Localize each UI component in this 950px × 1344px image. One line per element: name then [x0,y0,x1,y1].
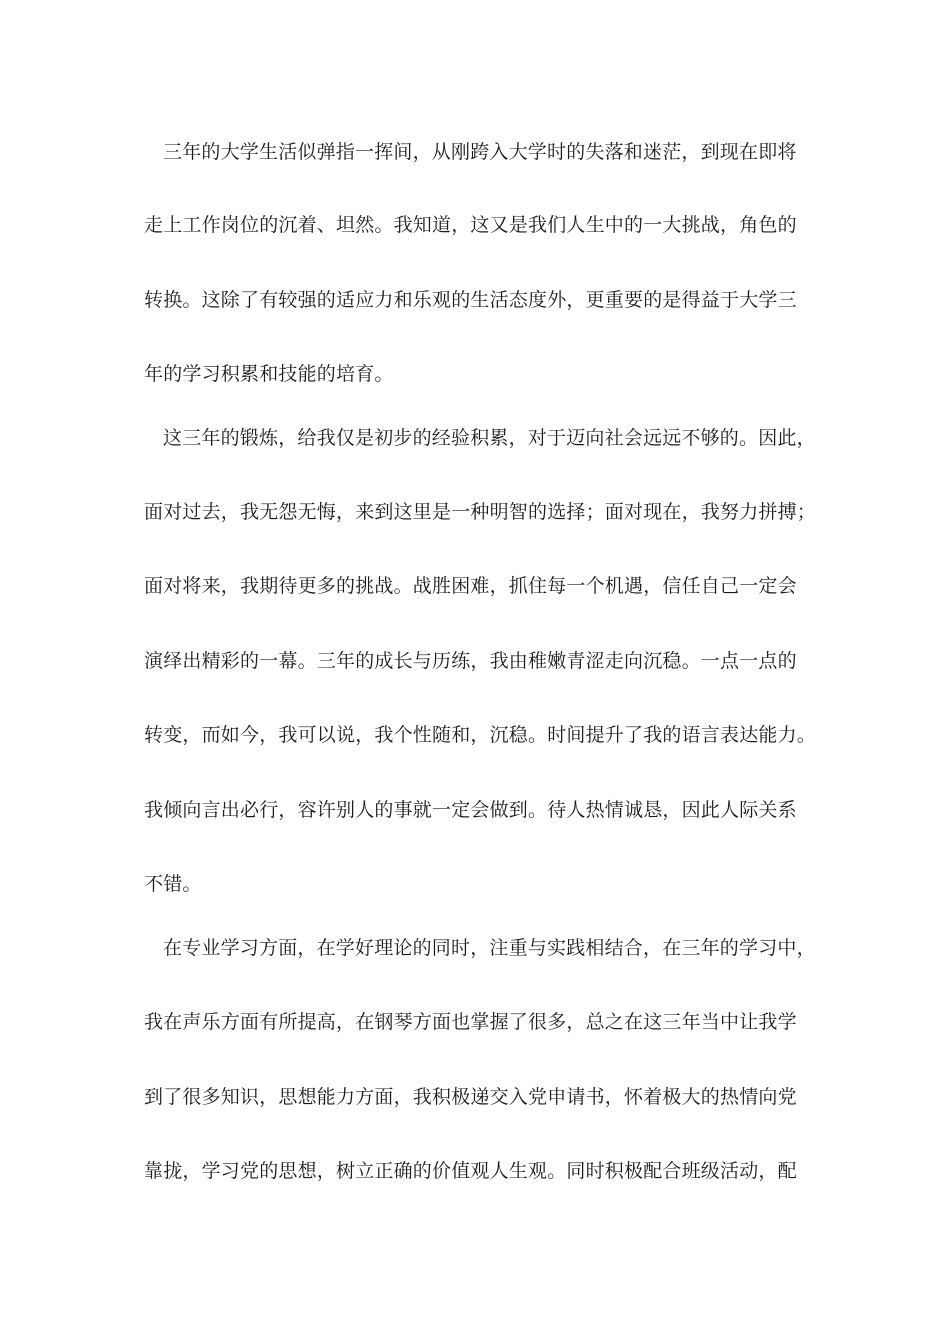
paragraph-2-line-3: 面对将来，我期待更多的挑战。战胜困难，抓住每一个机遇，信任自己一定会 [144,575,797,597]
paragraph-1-line-2: 走上工作岗位的沉着、坦然。我知道，这又是我们人生中的一大挑战，角色的 [144,214,797,236]
paragraph-2-line-4: 演绎出精彩的一幕。三年的成长与历练，我由稚嫩青涩走向沉稳。一点一点的 [144,650,797,672]
paragraph-2-line-6: 我倾向言出必行，容许别人的事就一定会做到。待人热情诚恳，因此人际关系 [144,799,797,821]
paragraph-3-line-4: 靠拢，学习党的思想，树立正确的价值观人生观。同时积极配合班级活动，配 [144,1160,797,1182]
paragraph-3-line-2: 我在声乐方面有所提高，在钢琴方面也掌握了很多，总之在这三年当中让我学 [144,1011,797,1033]
paragraph-2-line-1: 这三年的锻炼，给我仅是初步的经验积累，对于迈向社会远远不够的。因此， [163,427,816,449]
paragraph-2-line-5: 转变，而如今，我可以说，我个性随和，沉稳。时间提升了我的语言表达能力。 [144,724,817,746]
paragraph-3-line-1: 在专业学习方面，在学好理论的同时，注重与实践相结合，在三年的学习中， [163,937,816,959]
paragraph-1-line-4: 年的学习积累和技能的培育。 [144,363,394,385]
paragraph-2-line-2: 面对过去，我无怨无悔，来到这里是一种明智的选择；面对现在，我努力拼搏； [144,501,817,523]
paragraph-2-line-7: 不错。 [144,873,202,895]
paragraph-1-line-1: 三年的大学生活似弹指一挥间，从刚跨入大学时的失落和迷茫，到现在即将 [163,141,797,163]
paragraph-1-line-3: 转换。这除了有较强的适应力和乐观的生活态度外，更重要的是得益于大学三 [144,289,797,311]
paragraph-3-line-3: 到了很多知识，思想能力方面，我积极递交入党申请书，怀着极大的热情向党 [144,1086,797,1108]
